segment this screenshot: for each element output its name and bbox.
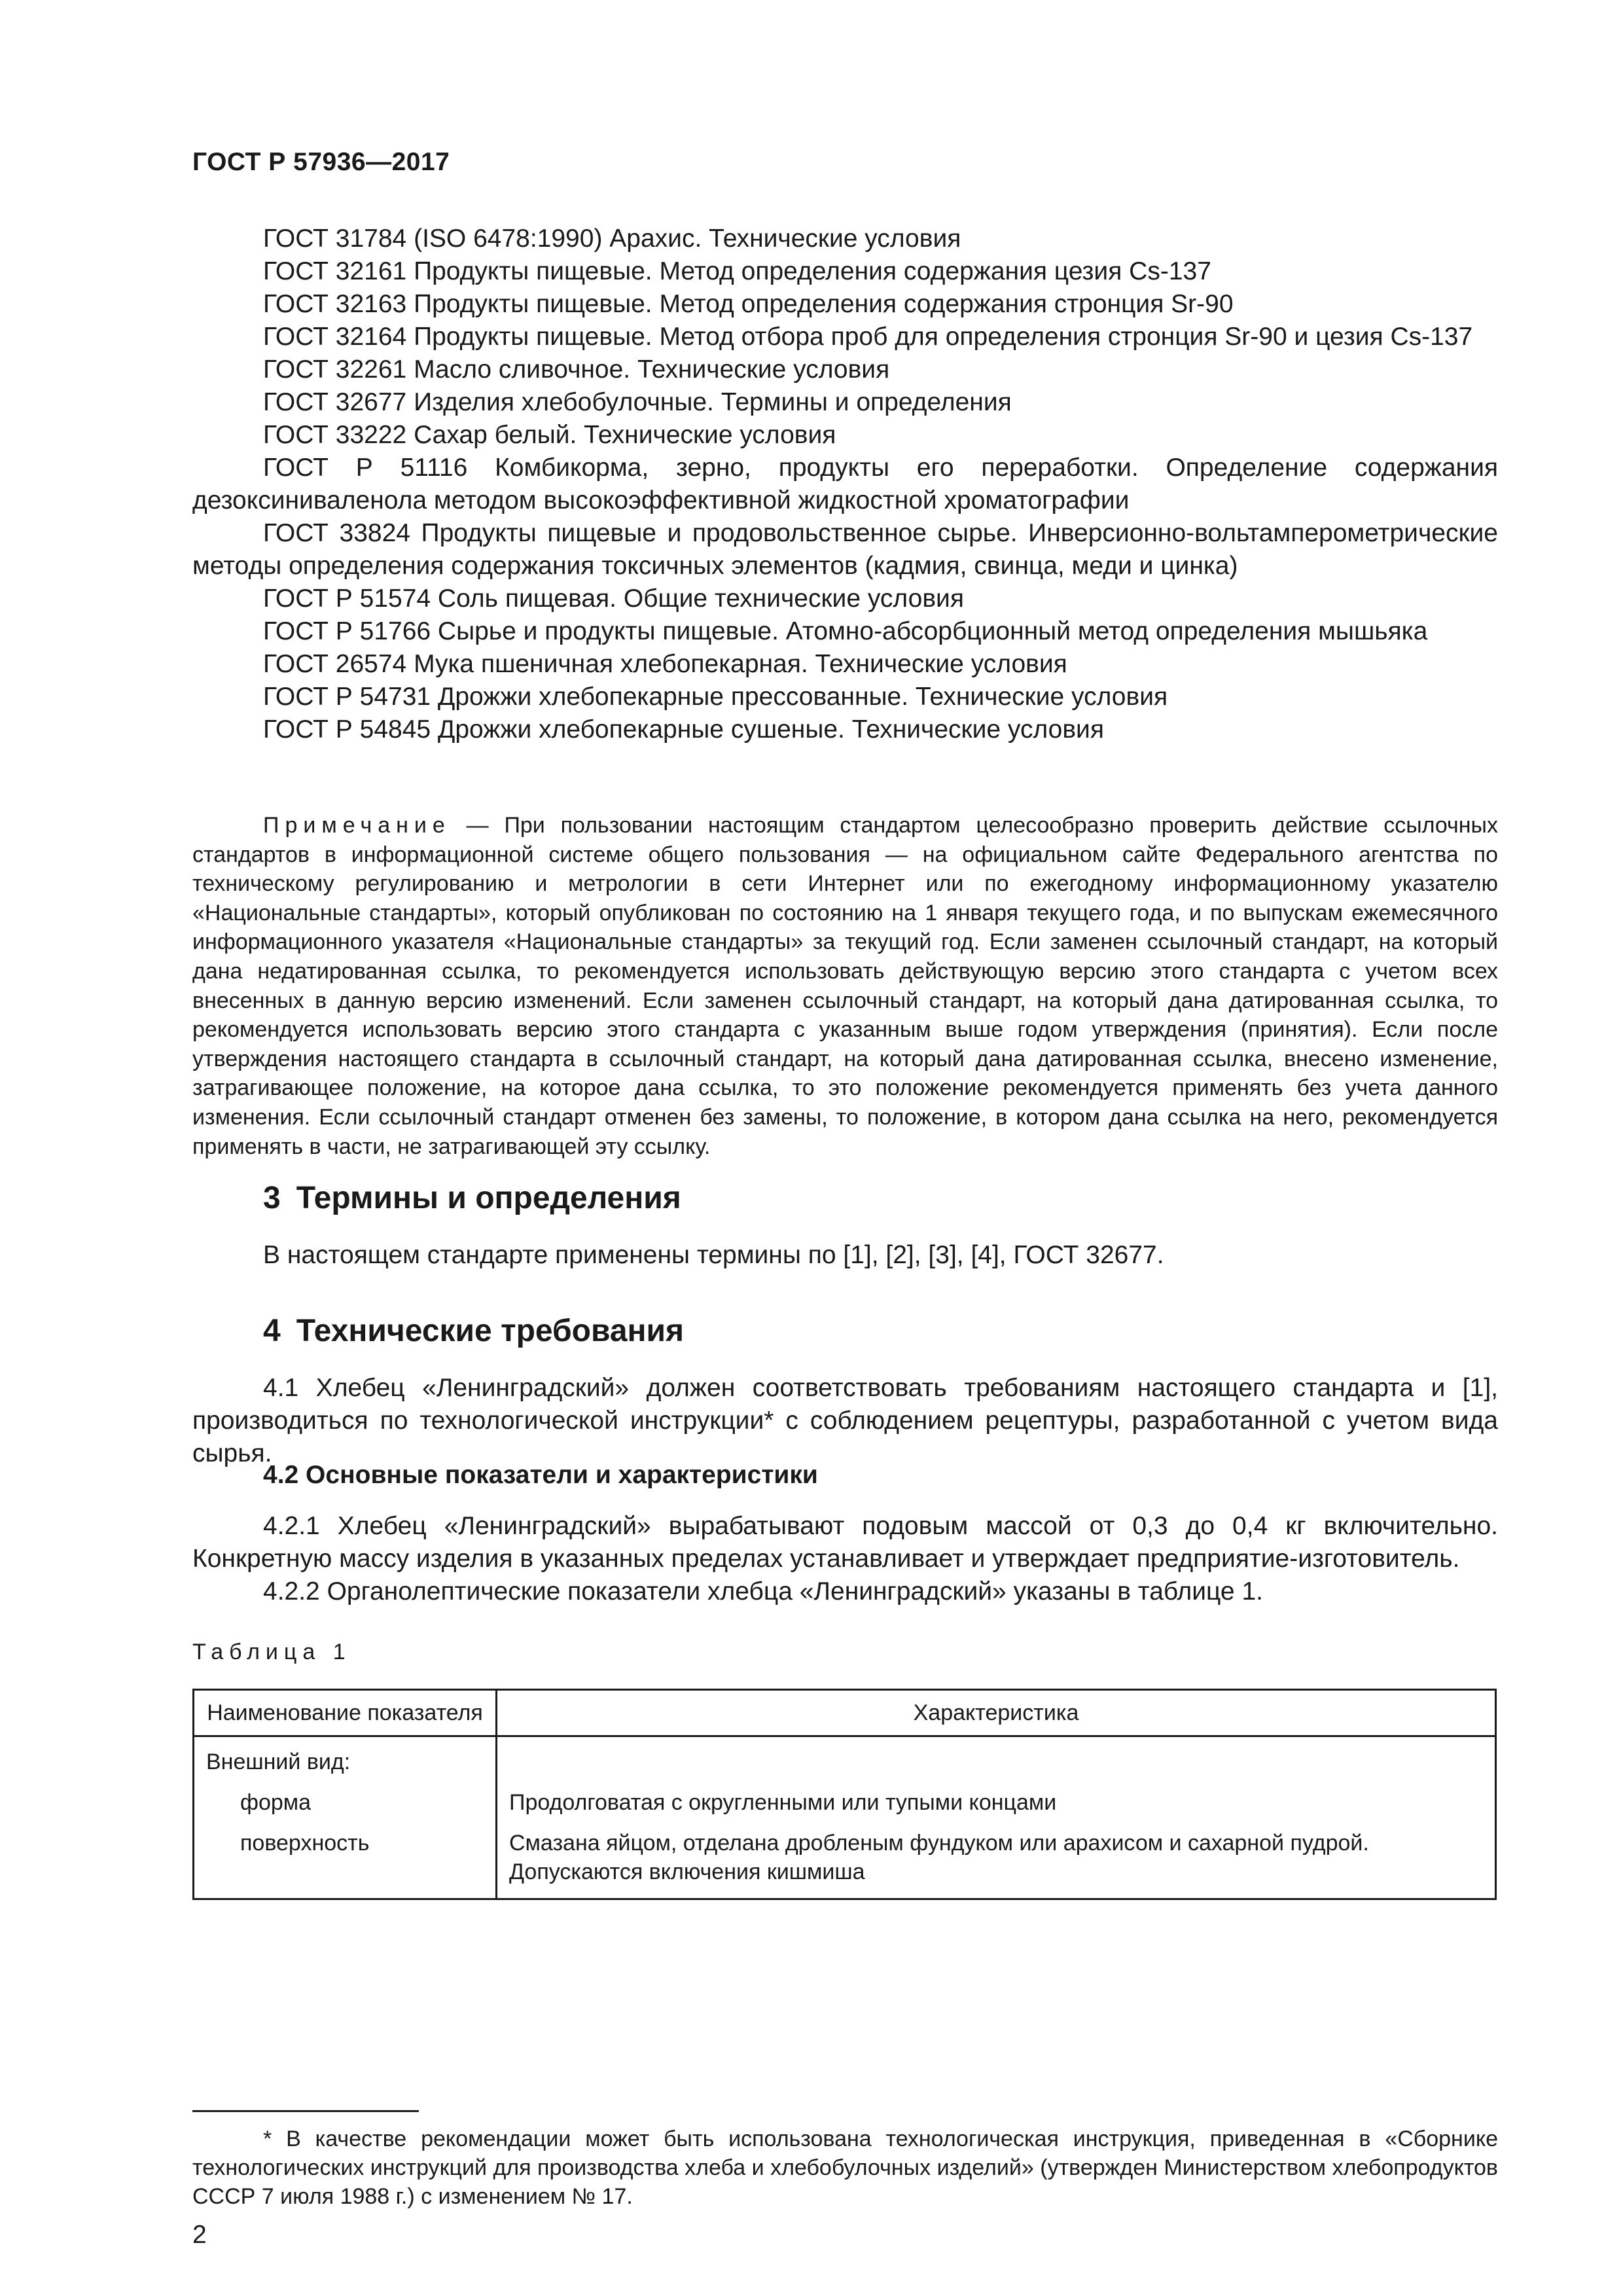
- section-3-text: В настоящем стандарте применены термины по [1], [2], [3], [4], ГОСТ 32677.: [263, 1241, 1164, 1269]
- paragraph-4-2-1: 4.2.1 Хлебец «Ленинградский» вырабатывают подовым массой от 0,3 до 0,4 кг включительно. Конкретную массу изделия в указанных пределах устанавливает и утверждает предприятие-изготовитель.: [192, 1512, 1498, 1573]
- section-number: 3: [263, 1181, 281, 1215]
- reference-item: ГОСТ Р 51116 Комбикорма, зерно, продукты его переработки. Определение содержания дезоксиниваленола методом высокоэффективной жидкостной хроматографии: [192, 454, 1498, 514]
- table-header-cell: Наименование показателя: [194, 1690, 497, 1736]
- section-number: 4: [263, 1314, 281, 1348]
- running-header: ГОСТ Р 57936—2017: [192, 148, 450, 176]
- note-text: — При пользовании настоящим стандартом целесообразно проверить действие ссылочных стандартов в информационной системе общего пользования — на официальном сайте Федерального агентства по техническому регулированию и метрологии в сети Интернет или по ежегодному информационному указателю «Национальные стандарты», который опубликован по состоянию на 1 января текущего года, и по выпускам ежемесячного информационного указателя «Национальные стандарты» за текущий год. Если заменен ссылочный стандарт, на который дана недатированная ссылка, то рекомендуется использовать действующую версию этого стандарта с учетом всех внесенных в данную версию изменений. Если заменен ссылочный стандарт, на который дана датированная ссылка, то рекомендуется использовать версию этого стандарта с указанным выше годом утверждения (принятия). Если после утверждения настоящего стандарта в ссылочный стандарт, на который дана датированная ссылка, внесено изменение, затрагивающее положение, на которое дана ссылка, то это положение рекомендуется применять без учета данного изменения. Если ссылочный стандарт отменен без замены, то положение, в котором дана ссылка на него, рекомендуется применять в части, не затрагивающей эту ссылку.: [192, 813, 1498, 1159]
- reference-item: ГОСТ 26574 Мука пшеничная хлебопекарная. Технические условия: [263, 650, 1067, 678]
- subsection-4-2-heading: 4.2 Основные показатели и характеристики: [263, 1461, 818, 1489]
- table-cell-name: форма: [194, 1776, 497, 1817]
- reference-item: ГОСТ Р 51766 Сырье и продукты пищевые. Атомно-абсорбционный метод определения мышьяка: [263, 617, 1428, 645]
- reference-item: ГОСТ Р 54731 Дрожжи хлебопекарные прессованные. Технические условия: [263, 683, 1168, 711]
- reference-item: ГОСТ 31784 (ISO 6478:1990) Арахис. Технические условия: [263, 224, 961, 253]
- table-header-row: [194, 1690, 1496, 1736]
- table-cell-name: поверхность: [194, 1817, 497, 1899]
- table-cell-name: Внешний вид:: [194, 1736, 497, 1777]
- reference-item: ГОСТ 32161 Продукты пищевые. Метод определения содержания цезия Cs-137: [263, 257, 1211, 285]
- organoleptic-table: [192, 1689, 1497, 1900]
- references-note: [192, 811, 1498, 1161]
- reference-item: ГОСТ 32261 Масло сливочное. Технические условия: [263, 355, 890, 384]
- reference-item: ГОСТ 32164 Продукты пищевые. Метод отбора проб для определения стронция Sr-90 и цезия Cs-137: [263, 323, 1473, 351]
- reference-item: ГОСТ 32163 Продукты пищевые. Метод определения содержания стронция Sr-90: [263, 290, 1234, 318]
- section-4-heading: [263, 1313, 684, 1349]
- note-label: Примечание: [263, 813, 451, 838]
- table-cell-value: Продолговатая с округленными или тупыми концами: [497, 1776, 1496, 1817]
- section-title: Термины и определения: [296, 1181, 681, 1215]
- reference-item: ГОСТ Р 54845 Дрожжи хлебопекарные сушеные. Технические условия: [263, 715, 1104, 744]
- paragraph-4-1: 4.1 Хлебец «Ленинградский» должен соответствовать требованиям настоящего стандарта и [1], производиться по технологической инструкции* с соблюдением рецептуры, разработанной с учетом вида сырья.: [192, 1374, 1498, 1467]
- reference-item: ГОСТ 33824 Продукты пищевые и продовольственное сырье. Инверсионно-вольтамперометрические методы определения содержания токсичных элементов (кадмия, свинца, меди и цинка): [192, 519, 1498, 580]
- section-3-heading: [263, 1180, 681, 1216]
- section-title: Технические требования: [296, 1314, 685, 1348]
- page-number: 2: [192, 2221, 207, 2249]
- table-caption: Таблица 1: [192, 1640, 351, 1664]
- footnote: * В качестве рекомендации может быть использована технологическая инструкция, приведенная в «Сборнике технологических инструкций для производства хлеба и хлебобулочных изделий» (утвержден Министерством хлебопродуктов СССР 7 июля 1988 г.) с изменением № 17.: [192, 2126, 1498, 2209]
- table-row: [194, 1817, 1496, 1899]
- table-cell-value: [497, 1736, 1496, 1777]
- reference-item: ГОСТ 33222 Сахар белый. Технические условия: [263, 421, 836, 449]
- table-header-cell: Характеристика: [497, 1690, 1496, 1736]
- table-row: [194, 1736, 1496, 1777]
- table-row: [194, 1776, 1496, 1817]
- table-cell-value: Смазана яйцом, отделана дробленым фундуком или арахисом и сахарной пудрой. Допускаются включения кишмиша: [497, 1817, 1496, 1899]
- paragraph-4-2-2: 4.2.2 Органолептические показатели хлебца «Ленинградский» указаны в таблице 1.: [263, 1577, 1263, 1605]
- footnote-divider: [192, 2110, 419, 2112]
- reference-item: ГОСТ Р 51574 Соль пищевая. Общие технические условия: [263, 584, 964, 613]
- normative-references-list: [192, 223, 1498, 746]
- reference-item: ГОСТ 32677 Изделия хлебобулочные. Термины и определения: [263, 388, 1012, 416]
